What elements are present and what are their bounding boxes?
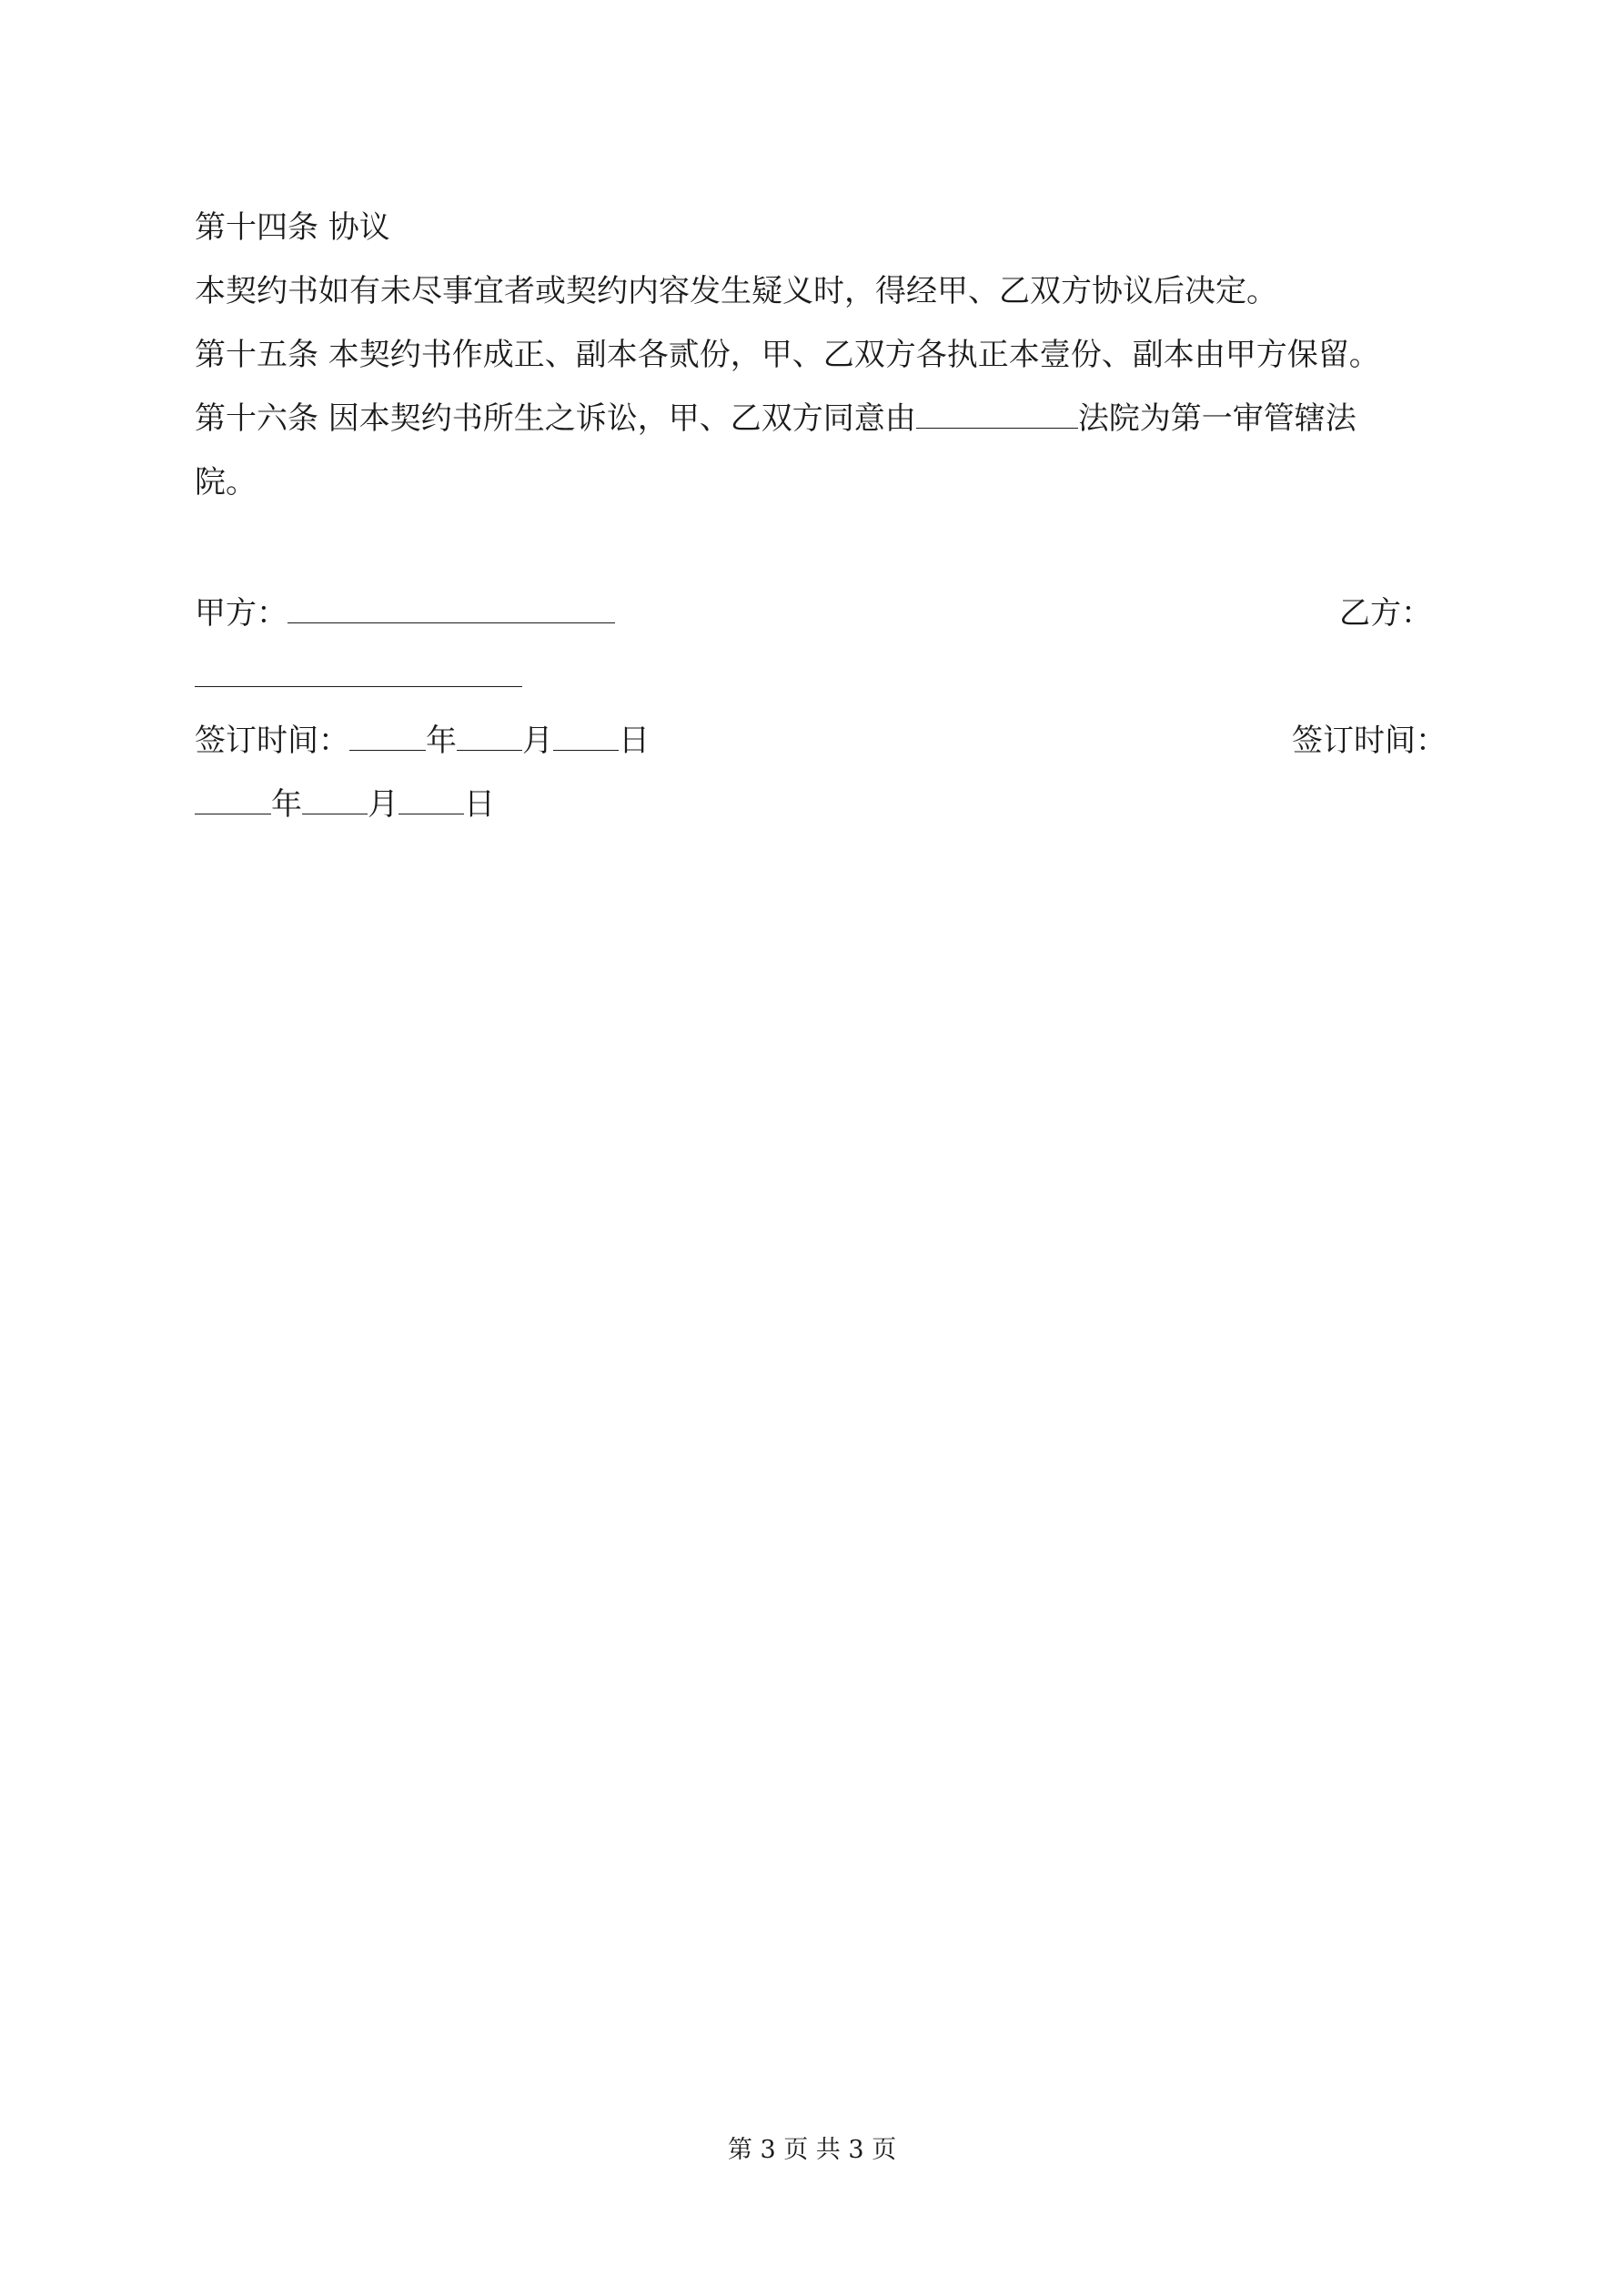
party-a-label: 甲方： [195,595,287,632]
party-b-line [195,659,522,695]
day-label-b: 日 [464,786,495,823]
year-label-a: 年 [426,723,457,759]
court-blank [916,400,1078,429]
party-a-signature-blank [287,595,615,623]
article-14-heading: 第十四条 协议 [195,209,390,246]
article-16 [195,400,1357,437]
party-b-signature-blank [195,659,522,687]
day-label-a: 日 [619,723,650,759]
party-b-label: 乙方： [1339,595,1432,632]
article-15: 第十五条 本契约书作成正、副本各贰份，甲、乙双方各执正本壹份、副本由甲方保留。 [195,337,1380,373]
party-a-line [195,595,615,632]
month-label-b: 月 [368,786,398,823]
year-label-b: 年 [271,786,302,823]
page-footer: 第 3 页 共 3 页 [727,2136,897,2164]
date-line-a [195,723,650,759]
month-blank-b [302,786,368,814]
day-blank-b [398,786,464,814]
article-16-end: 法院为第一审管辖法 [1077,400,1357,437]
article-16-start: 第十六条 因本契约书所生之诉讼，甲、乙双方同意由 [195,400,916,437]
month-blank-a [457,723,522,751]
date-label-a: 签订时间： [195,723,349,759]
month-label-a: 月 [522,723,553,759]
day-blank-a [553,723,619,751]
year-blank-b [195,786,271,814]
year-blank-a [349,723,426,751]
date-label-b: 签订时间： [1292,723,1447,759]
article-14-body: 本契约书如有未尽事宜者或契约内容发生疑义时，得经甲、乙双方协议后决定。 [195,273,1277,309]
date-line-b [195,786,495,823]
article-16-continuation: 院。 [195,464,257,501]
